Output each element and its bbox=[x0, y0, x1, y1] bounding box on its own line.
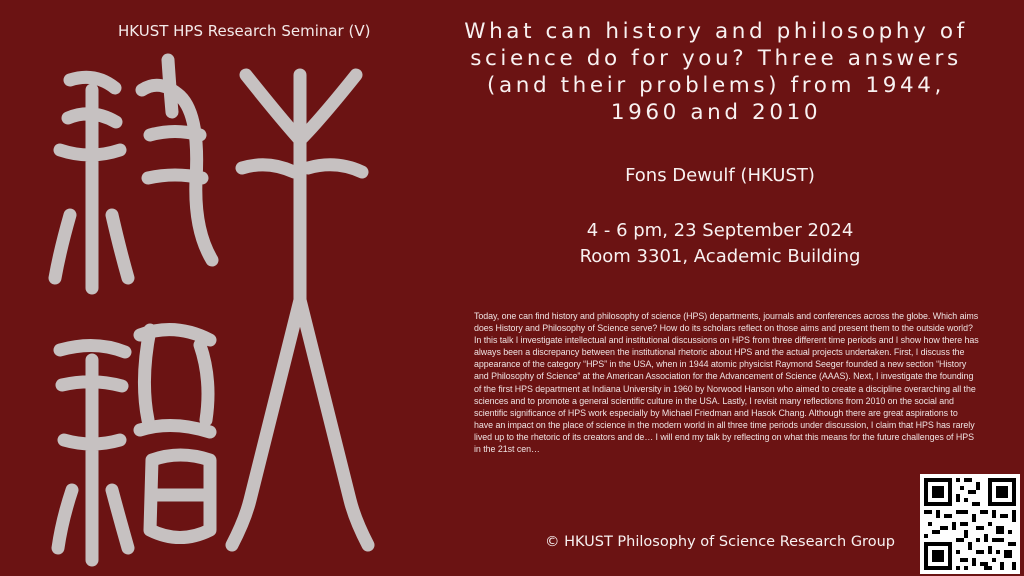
event-details bbox=[470, 218, 970, 270]
qr-code[interactable] bbox=[920, 474, 1020, 574]
event-venue: Room 3301, Academic Building bbox=[579, 246, 861, 267]
event-time: 4 - 6 pm, 23 September 2024 bbox=[586, 220, 854, 241]
seminar-series-label: HKUST HPS Research Seminar (V) bbox=[118, 22, 371, 40]
seal-script-calligraphy bbox=[0, 0, 470, 576]
speaker-name: Fons Dewulf (HKUST) bbox=[625, 165, 815, 186]
talk-abstract: Today, one can find history and philosophy of science (HPS) departments, journals and conferences across the globe. Which aims does History and Philosophy of Science serve? How do its scholars reflect on those aims and present them to the outside world? In this talk I investigate intellectual and institutional discussions on HPS from three different time periods and I show how there has always been a discrepancy between the institutional rhetoric about HPS and the actual projects undertaken. First, I discuss the appearance of the category “HPS” in the USA, when in 1944 atomic physicist Raymond Seeger founded a new section “History and Philosophy of Science” at the American Association for the Advancement of Science (AAAS). Next, I investigate the founding of the first HPS department at Indiana University in 1960 by Norwood Hanson who aimed to create a discipline overarching all the sciences and to promote a general scientific culture in the USA. Lastly, I revisit many reflections from 2010 on the social and scientific significance of HPS work especially by Michael Friedman and Hasok Chang. Although there are great aspirations to have an impact on the place of science in the modern world in all three time periods under discussion, I claim that HPS has rarely lived up to the rhetoric of its creators and de… I will end my talk by reflecting on what this means for the future challenges of HPS in the 21st cen… bbox=[474, 311, 979, 455]
talk-title: What can history and philosophy of science do for you? Three answers (and their problems) from 1944, 1960 and 2010 bbox=[464, 19, 968, 125]
copyright-notice: © HKUST Philosophy of Science Research Group bbox=[545, 534, 895, 550]
